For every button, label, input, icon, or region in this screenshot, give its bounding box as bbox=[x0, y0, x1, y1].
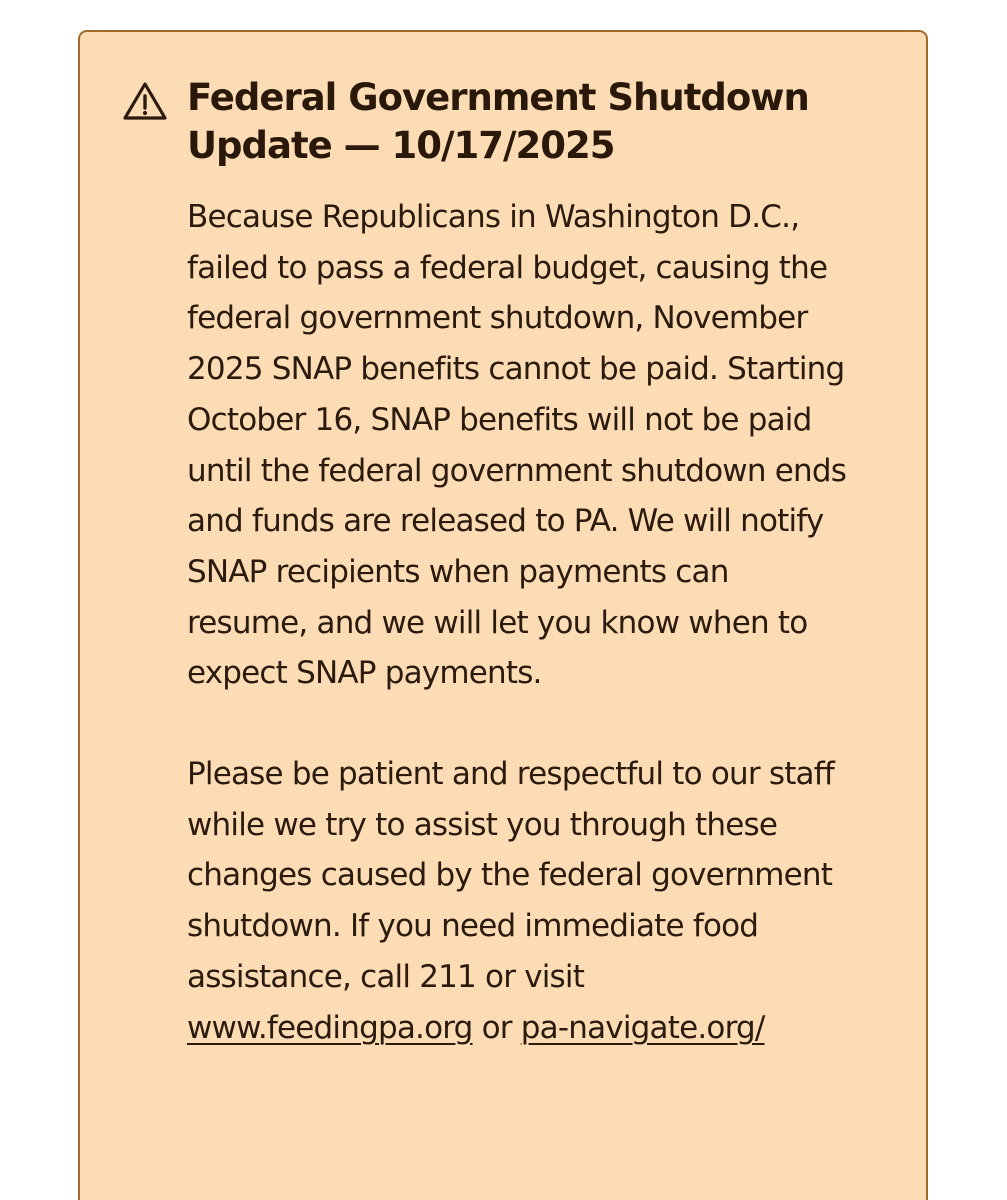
alert-body bbox=[187, 192, 847, 1053]
feedingpa-link[interactable]: www.feedingpa.org bbox=[187, 1009, 473, 1046]
link-connector-text: or bbox=[481, 1009, 512, 1046]
pa-navigate-link[interactable]: pa-navigate.org/ bbox=[520, 1009, 765, 1046]
alert-paragraph-1: Because Republicans in Washington D.C., failed to pass a federal budget, causing the federal government shutdown, November 2025 SNAP benefits cannot be paid. Starting October 16, SNAP benefits will not be paid until the federal government shutdown ends and funds are released to PA. We will notify SNAP recipients when payments can resume, and we will let you know when to expect SNAP payments. bbox=[187, 199, 847, 692]
alert-paragraph-2-text: Please be patient and respectful to our staff while we try to assist you through these changes caused by the federal government shutdown. If you need immediate food assistance, call 211 or visit bbox=[187, 756, 834, 995]
warning-triangle-icon bbox=[122, 81, 168, 121]
shutdown-alert-banner bbox=[78, 30, 928, 1200]
alert-paragraph-2 bbox=[187, 749, 847, 1053]
alert-title: Federal Government Shutdown Update — 10/17/2025 bbox=[187, 76, 809, 167]
